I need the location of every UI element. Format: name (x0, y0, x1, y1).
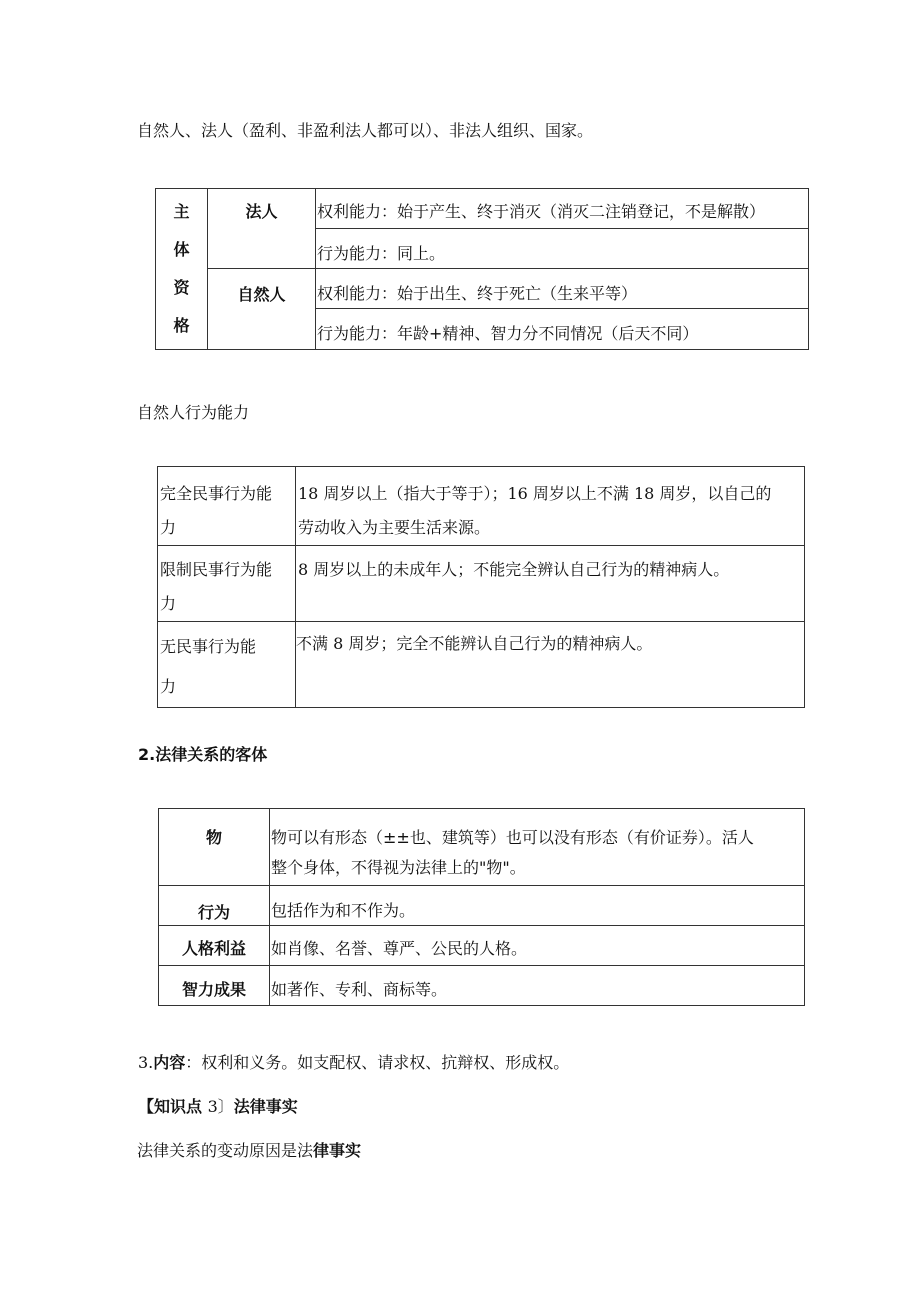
capacity-label-line: 无民事行为能 (160, 637, 257, 656)
knowledge-point-number: 3 (207, 1097, 218, 1116)
capacity-desc-line: 不满 8 周岁；完全不能辨认自己行为的精神病人。 (296, 634, 653, 653)
legal-person-right-capacity: 权利能力：始于产生、终于消灭（消灭二注销登记，不是解散） (316, 189, 809, 229)
header-char: 格 (173, 316, 190, 335)
subject-qualification-table (155, 188, 809, 350)
content-number: 3. (138, 1053, 154, 1072)
knowledge-point-close: 〕 (217, 1097, 234, 1116)
limited-capacity-desc (296, 546, 805, 622)
capacity-heading: 自然人行为能力 (137, 403, 250, 422)
object-intellectual-name: 智力成果 (159, 966, 270, 1006)
knowledge-point-open: 【知识点 (138, 1097, 208, 1116)
knowledge-point-title: 法律事实 (233, 1097, 298, 1116)
object-personality-name: 人格利益 (159, 926, 270, 966)
capacity-label-line: 力 (160, 677, 177, 696)
capacity-desc-line: 劳动收入为主要生活来源。 (298, 518, 491, 537)
content-label: 内容 (153, 1053, 186, 1072)
legal-person-cell: 法人 (208, 189, 316, 269)
object-intellectual-desc: 如著作、专利、商标等。 (270, 966, 805, 1006)
limited-capacity-label (158, 546, 296, 622)
legal-person-behavior-capacity: 行为能力：同上。 (316, 229, 809, 269)
natural-person-behavior-capacity: 行为能力：年龄+精神、智力分不同情况（后天不同） (316, 309, 809, 350)
full-capacity-desc (296, 467, 805, 546)
natural-person-right-capacity: 权利能力：始于出生、终于死亡（生来平等） (316, 269, 809, 309)
capacity-label-line: 力 (160, 518, 177, 537)
object-act-desc: 包括作为和不作为。 (270, 886, 805, 926)
subject-qualification-header (156, 189, 208, 350)
legal-fact-bold: 律事实 (313, 1141, 362, 1160)
object-act-name: 行为 (159, 886, 270, 926)
object-thing-desc (270, 809, 805, 886)
object-desc-line: 整个身体，不得视为法律上的"物"。 (271, 858, 526, 877)
capacity-label-line: 限制民事行为能 (160, 560, 273, 579)
object-personality-desc: 如肖像、名誉、尊严、公民的人格。 (270, 926, 805, 966)
capacity-desc-line: 8 周岁以上的未成年人；不能完全辨认自己行为的精神病人。 (298, 560, 730, 579)
full-capacity-label (158, 467, 296, 546)
capacity-table (157, 466, 805, 708)
knowledge-point-heading (138, 1096, 298, 1118)
content-text: ：权利和义务。如支配权、请求权、抗辩权、形成权。 (185, 1053, 570, 1072)
object-heading: 2.法律关系的客体 (138, 745, 268, 764)
object-table (158, 808, 805, 1006)
object-desc-line: 物可以有形态（±±也、建筑等）也可以没有形态（有价证券）。活人 (271, 828, 754, 847)
legal-fact-line (137, 1140, 361, 1162)
no-capacity-label (158, 622, 296, 708)
header-char: 资 (173, 278, 190, 297)
header-char: 体 (173, 240, 190, 259)
capacity-label-line: 完全民事行为能 (160, 484, 273, 503)
no-capacity-desc (296, 622, 805, 708)
legal-fact-plain: 法律关系的变动原因是法 (137, 1141, 314, 1160)
content-line (138, 1052, 569, 1074)
header-char: 主 (173, 202, 190, 221)
natural-person-cell: 自然人 (208, 269, 316, 350)
object-thing-name: 物 (159, 809, 270, 886)
intro-paragraph: 自然人、法人（盈利、非盈利法人都可以）、非法人组织、国家。 (137, 121, 594, 140)
capacity-desc-line: 18 周岁以上（指大于等于）；16 周岁以上不满 18 周岁，以自己的 (298, 484, 772, 503)
capacity-label-line: 力 (160, 594, 177, 613)
